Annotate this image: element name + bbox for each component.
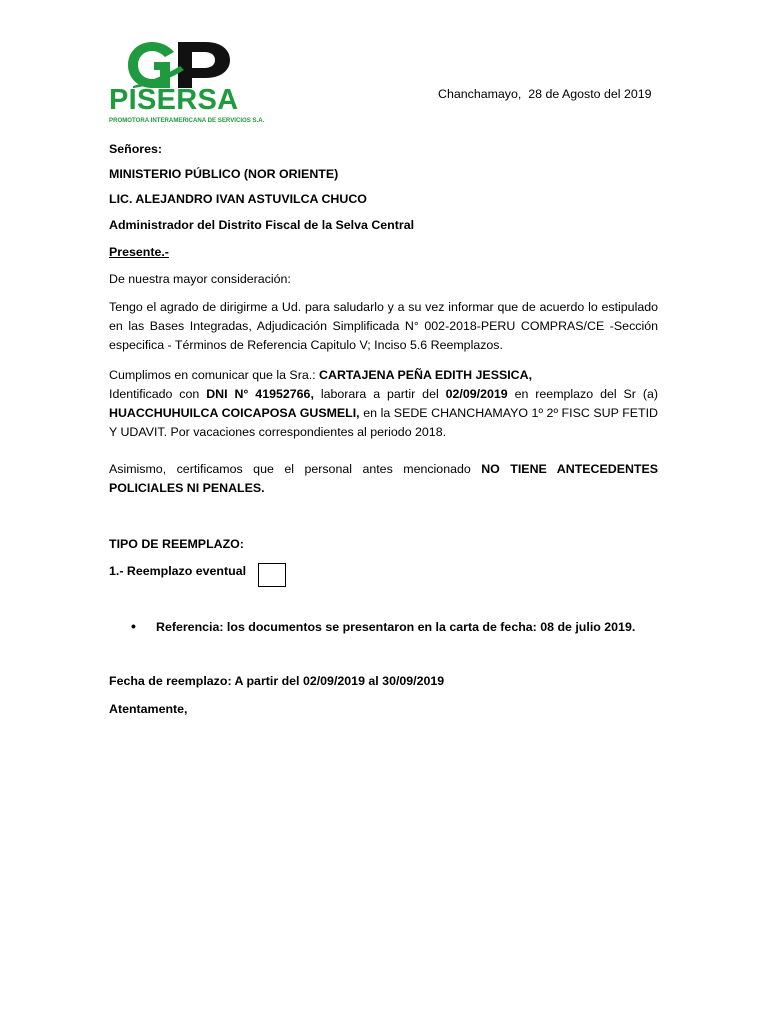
- para2-text-1: Cumplimos en comunicar que la Sra.:: [109, 368, 320, 382]
- paragraph-intro: Tengo el agrado de dirigirme a Ud. para saludarlo y a su vez informar que de acuerdo lo estipulado en las Bases Integradas, Adjudicación Simplificada N° 002-2018-PERU COMPRAS/CE -Sección especifica - Términos de Referencia Capitulo V; Inciso 5.6 Reemplazos.: [109, 300, 658, 352]
- replacement-dni: DNI N° 41952766,: [206, 387, 314, 401]
- paragraph-replacement: [109, 366, 658, 442]
- para2-text-2: Identificado con: [109, 387, 207, 401]
- para3-text: Asimismo, certificamos que el personal antes mencionado: [109, 462, 482, 476]
- referencia-text: Referencia: los documentos se presentaron en la carta de fecha: 08 de julio 2019.: [156, 620, 636, 634]
- para2-text-5: en la SEDE CHANCHAMAYO 1º 2º FISC SUP FETID Y UDAVIT. Por vacaciones correspondientes al periodo 2018.: [109, 406, 658, 439]
- closing: Atentamente,: [109, 702, 188, 716]
- recipient-role: Administrador del Distrito Fiscal de la Selva Central: [109, 218, 415, 232]
- greeting: De nuestra mayor consideración:: [109, 272, 291, 286]
- replaced-person-name: HUACCHUHUILCA COICAPOSA GUSMELI,: [109, 406, 360, 420]
- recipient-organization: MINISTERIO PÚBLICO (NOR ORIENTE): [109, 167, 339, 181]
- tipo-option-label: 1.- Reemplazo eventual: [109, 564, 247, 578]
- no-antecedentes-text: NO TIENE ANTECEDENTES POLICIALES NI PENALES.: [109, 462, 658, 495]
- paragraph-certification: [109, 460, 658, 498]
- para2-text-4: en reemplazo del Sr (a): [507, 387, 658, 401]
- presente-line: Presente.-: [109, 245, 169, 259]
- bullet-icon: •: [131, 618, 136, 634]
- fecha-reemplazo: Fecha de reemplazo: A partir del 02/09/2019 al 30/09/2019: [109, 674, 445, 688]
- replacement-name: CARTAJENA PEÑA EDITH JESSICA,: [319, 368, 533, 382]
- logo-tagline: PROMOTORA INTERAMERICANA DE SERVICIOS S.A.: [109, 117, 265, 124]
- salutation: Señores:: [109, 142, 163, 156]
- letter-date: Chanchamayo, 28 de Agosto del 2019: [438, 87, 652, 101]
- tipo-heading: TIPO DE REEMPLAZO:: [109, 537, 244, 551]
- replacement-start-date: 02/09/2019: [445, 387, 508, 401]
- gp-monogram-icon: [108, 42, 264, 88]
- recipient-name: LIC. ALEJANDRO IVAN ASTUVILCA CHUCO: [109, 192, 367, 206]
- company-logo: [108, 42, 264, 128]
- para2-text-3: laborara a partir del: [313, 387, 446, 401]
- reemplazo-eventual-checkbox[interactable]: [258, 563, 286, 587]
- logo-brand-text: PISERSA: [109, 84, 239, 116]
